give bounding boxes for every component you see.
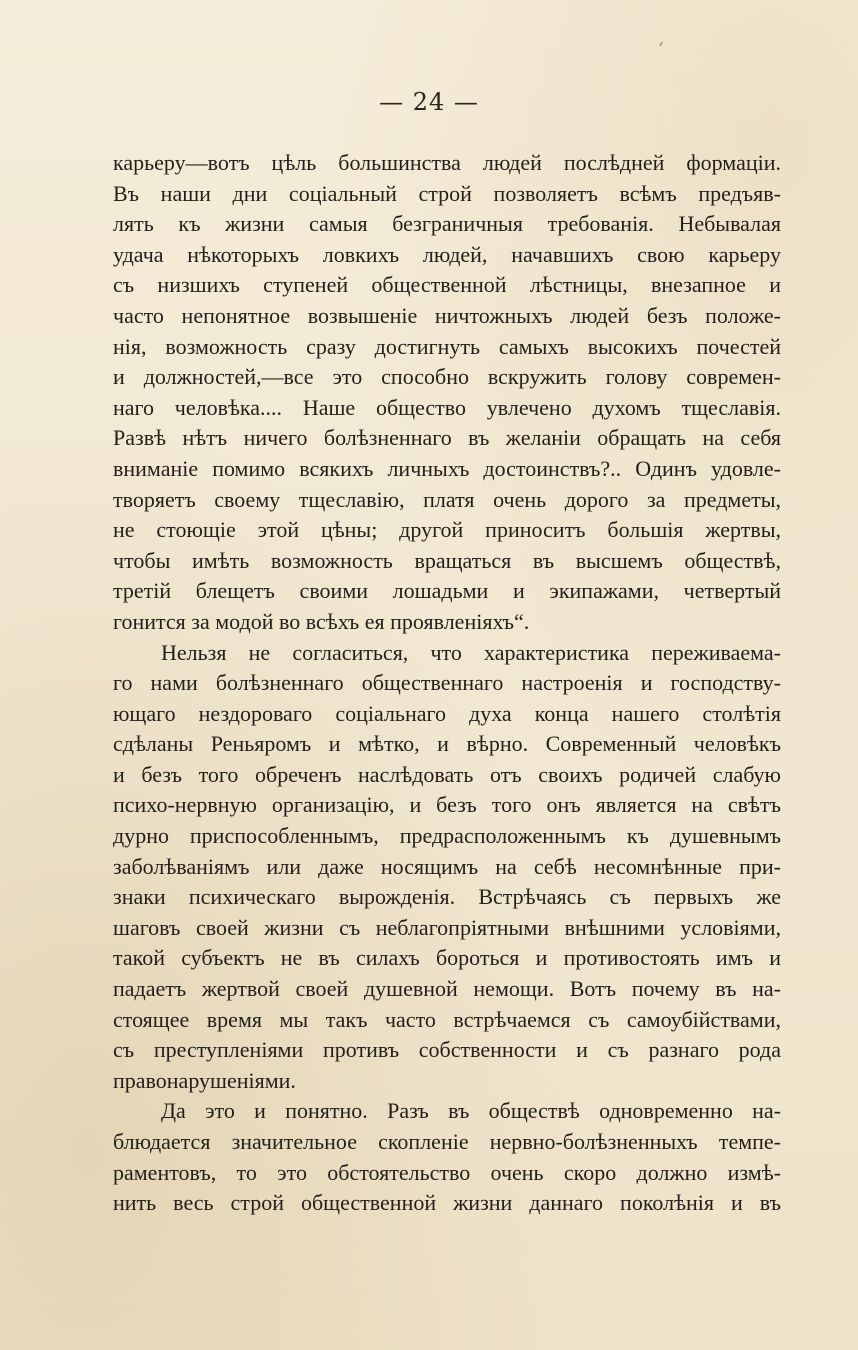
text-line: знаки психическаго вырожденія. Встрѣчаясь съ первыхъ же: [113, 884, 781, 910]
text-line: раментовъ, то это обстоятельство очень скоро должно измѣ-: [113, 1159, 781, 1185]
text-line: не стоющіе этой цѣны; другой приноситъ большія жертвы,: [113, 517, 781, 543]
text-line: Да это и понятно. Разъ въ обществѣ одновременно на-: [161, 1098, 781, 1124]
text-line: и безъ того обреченъ наслѣдовать отъ своихъ родичей слабую: [113, 761, 781, 787]
paper-speck: [659, 42, 663, 46]
text-line: гонится за модой во всѣхъ ея проявленіяхъ“.: [113, 608, 530, 634]
text-line: творяетъ своему тщеславію, платя очень дорого за предметы,: [113, 486, 781, 512]
text-line: вниманіе помимо всякихъ личныхъ достоинствъ?.. Одинъ удовле-: [113, 455, 781, 481]
text-line: сдѣланы Реньяромъ и мѣтко, и вѣрно. Современный человѣкъ: [113, 731, 781, 757]
text-line: дурно приспособленнымъ, предрасположеннымъ къ душевнымъ: [113, 823, 781, 849]
text-line: стоящее время мы такъ часто встрѣчаемся съ самоубійствами,: [113, 1006, 781, 1032]
text-line: нія, возможность сразу достигнуть самыхъ высокихъ почестей: [113, 333, 781, 359]
text-line: блюдается значительное скопленіе нервно-болѣзненныхъ темпе-: [113, 1129, 781, 1154]
text-line: наго человѣка.... Наше общество увлечено духомъ тщеславія.: [113, 394, 781, 420]
text-line: правонарушеніями.: [113, 1067, 296, 1093]
text-line: такой субъектъ не въ силахъ бороться и противостоять имъ и: [113, 945, 781, 971]
text-line: и должностей,—все это способно вскружить голову современ-: [113, 364, 781, 390]
text-line: шаговъ своей жизни съ неблагопріятными внѣшними условіями,: [113, 914, 781, 940]
text-line: Нельзя не согласиться, что характеристика переживаема-: [161, 639, 781, 665]
page-number: — 24 —: [379, 88, 479, 116]
text-line: съ низшихъ ступеней общественной лѣстницы, внезапное и: [113, 272, 781, 298]
text-line: Въ наши дни соціальный строй позволяетъ всѣмъ предъяв-: [113, 180, 781, 206]
text-line: го нами болѣзненнаго общественнаго настроенія и господству-: [113, 670, 781, 696]
text-line: лять къ жизни самыя безграничныя требованія. Небывалая: [113, 211, 781, 237]
text-line: съ преступленіями противъ собственности и съ разнаго рода: [113, 1037, 781, 1063]
text-line: удача нѣкоторыхъ ловкихъ людей, начавшихъ свою карьеру: [113, 241, 781, 267]
text-line: часто непонятное возвышеніе ничтожныхъ людей безъ положе-: [113, 302, 781, 328]
text-line: нить весь строй общественной жизни даннаго поколѣнія и въ: [113, 1190, 781, 1216]
body-text: [113, 148, 781, 1219]
text-line: заболѣваніямъ или даже носящимъ на себѣ несомнѣнные при-: [113, 853, 781, 879]
text-line: ющаго нездороваго соціальнаго духа конца нашего столѣтія: [113, 700, 781, 726]
text-line: падаетъ жертвой своей душевной немощи. Вотъ почему въ на-: [113, 976, 781, 1002]
text-line: психо-нервную организацію, и безъ того онъ является на свѣтъ: [113, 792, 781, 818]
text-line: карьеру—вотъ цѣль большинства людей послѣдней формаціи.: [113, 150, 781, 175]
text-line: Развѣ нѣтъ ничего болѣзненнаго въ желаніи обращать на себя: [113, 425, 781, 451]
text-line: третій блещетъ своими лошадьми и экипажами, четвертый: [113, 578, 781, 604]
text-line: чтобы имѣть возможность вращаться въ высшемъ обществѣ,: [113, 547, 781, 573]
